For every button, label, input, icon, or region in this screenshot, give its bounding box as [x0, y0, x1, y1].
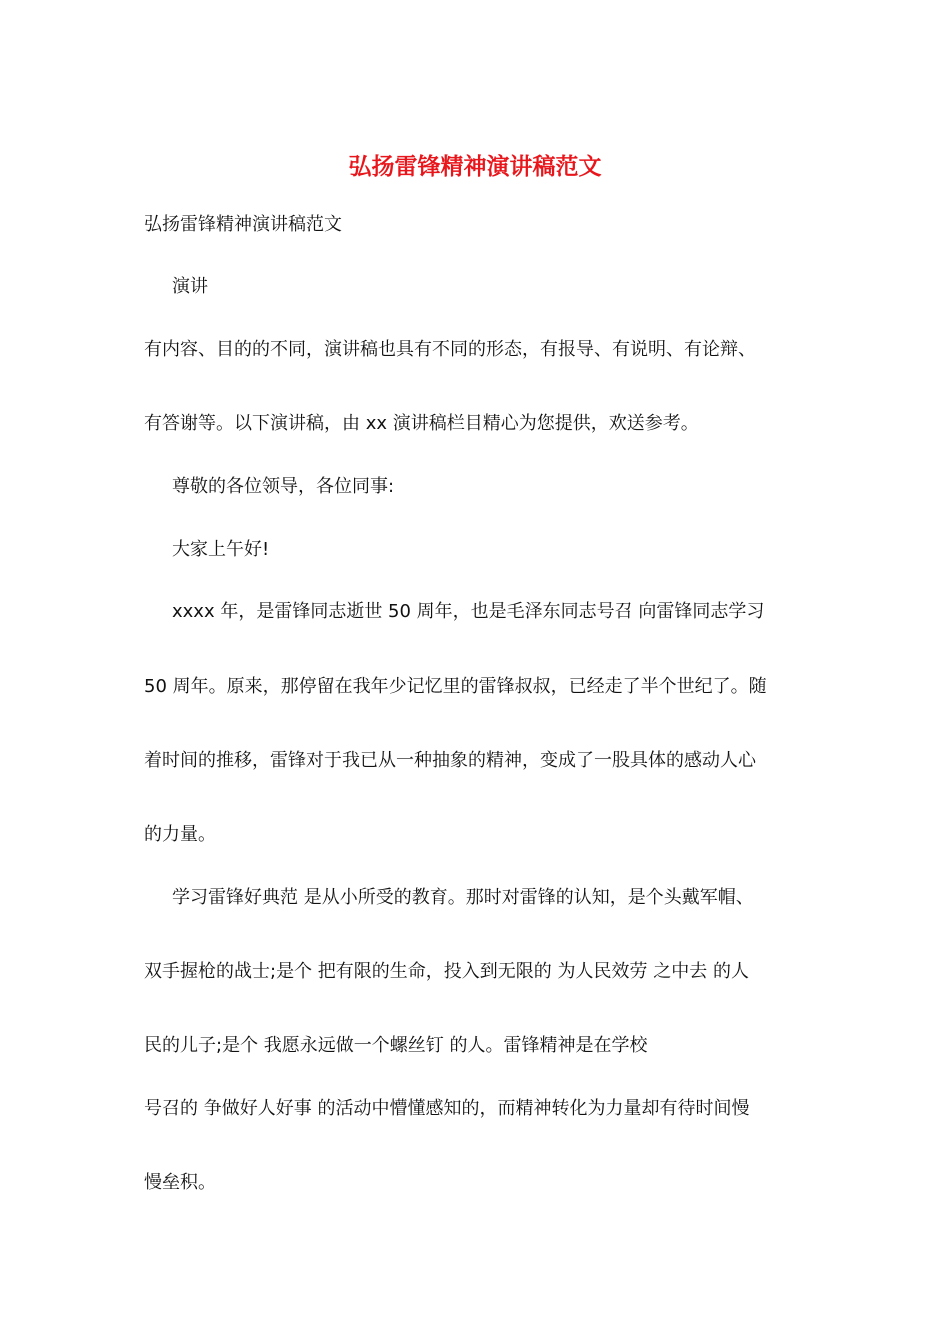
- salutation-line: 尊敬的各位领导，各位同事:: [172, 476, 395, 497]
- paragraph-line: 双手握枪的战士;是个 把有限的生命，投入到无限的 为人民效劳 之中去 的人: [144, 961, 749, 982]
- subtitle-line: 弘扬雷锋精神演讲稿范文: [144, 214, 342, 235]
- paragraph-line: 有答谢等。以下演讲稿，由 xx 演讲稿栏目精心为您提供，欢送参考。: [144, 413, 699, 434]
- paragraph-line: 着时间的推移，雷锋对于我已从一种抽象的精神，变成了一股具体的感动人心: [144, 750, 756, 771]
- paragraph-line: xxxx 年，是雷锋同志逝世 50 周年，也是毛泽东同志号召 向雷锋同志学习: [172, 601, 765, 622]
- paragraph-line: 民的儿子;是个 我愿永远做一个螺丝钉 的人。雷锋精神是在学校: [144, 1035, 648, 1056]
- paragraph-line: 的力量。: [144, 824, 216, 845]
- document-title: 弘扬雷锋精神演讲稿范文: [348, 153, 602, 180]
- paragraph-line: 演讲: [172, 276, 208, 297]
- paragraph-line: 慢垒积。: [144, 1172, 216, 1193]
- greeting-line: 大家上午好!: [172, 539, 270, 560]
- paragraph-line: 有内容、目的的不同，演讲稿也具有不同的形态，有报导、有说明、有论辩、: [144, 339, 756, 360]
- paragraph-line: 号召的 争做好人好事 的活动中懵懂感知的，而精神转化为力量却有待时间慢: [144, 1098, 750, 1119]
- paragraph-line: 50 周年。原来，那停留在我年少记忆里的雷锋叔叔，已经走了半个世纪了。随: [144, 676, 767, 697]
- paragraph-line: 学习雷锋好典范 是从小所受的教育。那时对雷锋的认知，是个头戴军帽、: [172, 887, 754, 908]
